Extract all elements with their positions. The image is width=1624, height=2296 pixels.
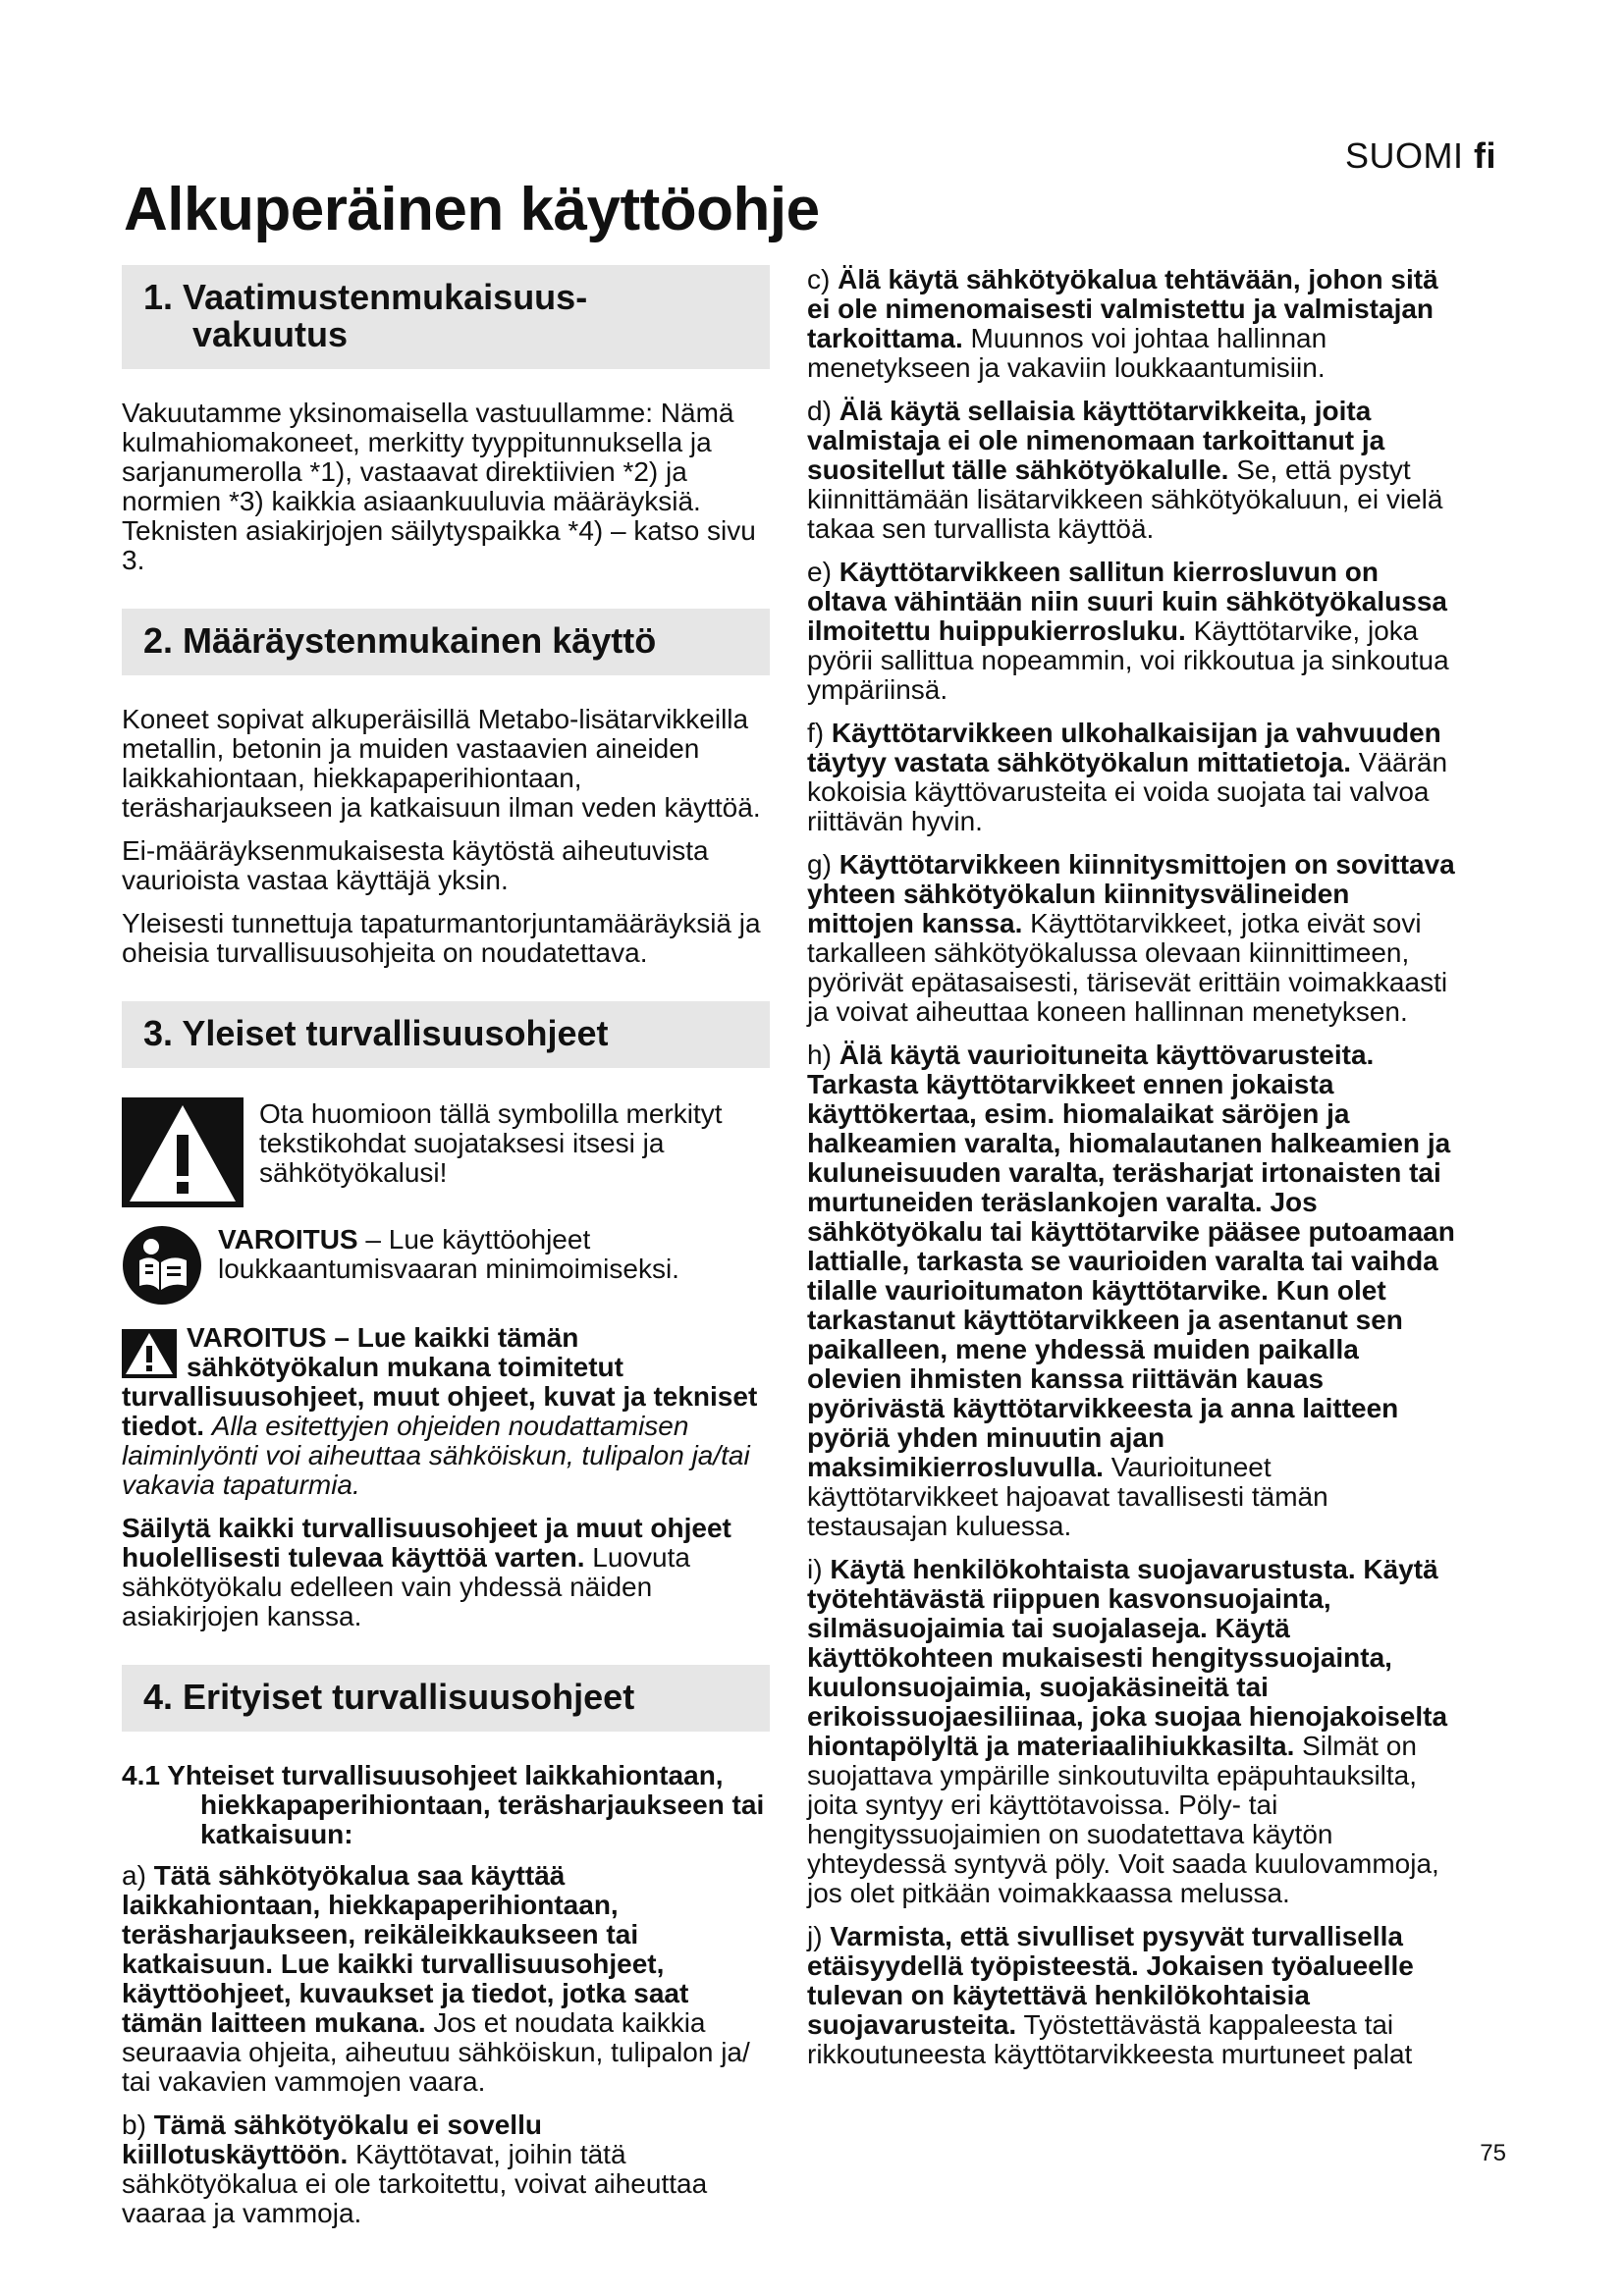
item-f-label: f) [807, 718, 832, 748]
item-f-bold: Käyttötarvikkeen ulkohalkaisijan ja vahvuuden täytyy vastata sähkötyökalun mittatietoja. [807, 718, 1441, 777]
item-e-bold: Käyttötarvikkeen sallitun kierrosluvun on oltava vähintään niin suuri kuin sähkötyökalussa ilmoitettu huippukierrosluku. [807, 557, 1447, 646]
section-4-heading [122, 1665, 770, 1732]
language-code: fi [1474, 135, 1496, 176]
item-i-label: i) [807, 1554, 831, 1584]
item-c-label: c) [807, 264, 839, 294]
item-e-label: e) [807, 557, 839, 587]
item-a [122, 1861, 770, 2097]
item-i [807, 1555, 1455, 1908]
read-manual-warning-label: VAROITUS [218, 1224, 358, 1255]
item-g-text: Käyttötarvikkeet, jotka eivät sovi tarkalleen sähkötyökalussa olevaan kiinnittimeen, pyörivät epätasaisesti, tärisevät erittäin voimakkaasti ja voivat aiheuttaa koneen hallinnan menetyksen. [807, 908, 1448, 1027]
section-4-title: Erityiset turvallisuusohjeet [183, 1677, 635, 1717]
item-j-bold: Varmista, että sivulliset pysyvät turvallisella etäisyydellä työpisteestä. Jokaisen työalueelle tulevan on käytettävä henkilökohtaisia suojavarusteita. [807, 1921, 1414, 2040]
item-d-label: d) [807, 396, 839, 426]
item-c-bold: Älä käytä sähkötyökalua tehtävään, johon sitä ei ole nimenomaisesti valmistettu ja valmistajan tarkoittama. [807, 264, 1438, 353]
section-2-paragraph-3: Yleisesti tunnettuja tapaturmantorjuntamääräyksiä ja oheisia turvallisuusohjeita on noudatettava. [122, 908, 761, 968]
section-3-title: Yleiset turvallisuusohjeet [182, 1013, 609, 1053]
general-warning-bold: VAROITUS – Lue kaikki tämän sähkötyökalun mukana toimitetut turvallisuusohjeet, muut ohjeet, kuvat ja tekniset tiedot. [122, 1322, 758, 1441]
general-warning-paragraph [122, 1323, 770, 1500]
item-b [122, 2110, 770, 2228]
section-1-text: Vakuutamme yksinomaisella vastuullamme: Nämä kulmahiomakoneet, merkitty tyyppitunnuksella ja sarjanumerolla *1), vastaavat direktiivien *2) ja normien *3) kaikkia asiaankuuluvia määräyksiä. Teknisten asiakirjojen säilytyspaikka *4) – katso sivu 3. [122, 398, 756, 575]
section-2-title: Määräystenmukainen käyttö [183, 620, 657, 661]
item-d-text: Se, että pystyt kiinnittämään lisätarvikkeen sähkötyökaluun, ei vielä takaa sen turvallista käyttöä. [807, 454, 1443, 544]
section-4-number: 4. [143, 1677, 174, 1717]
section-2-paragraph-2: Ei-määräyksenmukaisesta käytöstä aiheutuvista vaurioista vastaa käyttäjä yksin. [122, 835, 709, 895]
item-g-label: g) [807, 849, 839, 880]
item-h-label: h) [807, 1040, 839, 1070]
read-manual-text [218, 1225, 770, 1284]
item-a-text: Jos et noudata kaikkia seuraavia ohjeita, aiheutuu sähköiskun, tulipalon ja/ tai vakavien vammojen vaara. [122, 2007, 750, 2097]
item-c-text: Muunnos voi johtaa hallinnan menetykseen ja vakaviin loukkaantumisiin. [807, 323, 1327, 383]
section-1-title-b: vakuutus [192, 314, 349, 354]
section-2-paragraph-1: Koneet sopivat alkuperäisillä Metabo-lisätarvikkeilla metallin, betonin ja muiden vastaavien aineiden laikkahiontaan, hiekkapaperihiontaan, teräsharjaukseen ja katkaisuun ilman veden käyttöä. [122, 704, 761, 823]
section-4-1-subtitle: 4.1 Yhteiset turvallisuusohjeet laikkahiontaan, hiekkapaperihiontaan, teräsharjaukseen tai katkaisuun: [122, 1760, 765, 1849]
keep-instructions-bold: Säilytä kaikki turvallisuusohjeet ja muut ohjeet huolellisesti tulevaa käyttöä varten. [122, 1513, 731, 1573]
section-3-heading [122, 1001, 770, 1068]
item-f [807, 719, 1455, 836]
page-title: Alkuperäinen käyttöohje [124, 176, 820, 243]
item-a-bold: Tätä sähkötyökalua saa käyttää laikkahiontaan, hiekkapaperihiontaan, teräsharjaukseen, reikäleikkaukseen tai katkaisuun. Lue kaikki turvallisuusohjeet, käyttöohjeet, kuvaukset ja tiedot, jotka saat tämän laitteen mukana. [122, 1860, 689, 2038]
read-manual-icon [122, 1225, 202, 1306]
language-label [1345, 135, 1496, 177]
item-h-bold: Älä käytä vaurioituneita käyttövarusteita. Tarkasta käyttötarvikkeet ennen jokaista käyttökertaa, esim. hiomalaikat säröjen ja halkeamien varalta, hiomalautanen halkeamien ja kuluneisuuden varalta, teräsharjat irtonaisten tai murtuneiden teräslankojen varalta. Jos sähkötyökalu tai käyttötarvike pääsee putoamaan lattialle, tarkasta se vaurioiden varalta tai vaihda tilalle vaurioitumaton käyttötarvike. Kun olet tarkastanut käyttötarvikkeen ja asentanut sen paikalleen, mene yhdessä muiden paikalla olevien ihmisten kanssa riittävän kauas pyörivästä käyttötarvikkeesta ja anna laitteen pyöriä yhden minuutin ajan maksimikierrosluvulla. [807, 1040, 1455, 1482]
warning-symbol-text: Ota huomioon tällä symbolilla merkityt tekstikohdat suojataksesi itsesi ja sähkötyökalusi! [259, 1098, 723, 1188]
item-d-bold: Älä käytä sellaisia käyttötarvikkeita, joita valmistaja ei ole nimenomaan tarkoittanut ja suositellut tälle sähkötyökalulle. [807, 396, 1385, 485]
warning-small-icon [122, 1329, 177, 1378]
item-j [807, 1922, 1455, 2069]
language-name: SUOMI [1344, 135, 1464, 176]
section-2-heading [122, 609, 770, 675]
item-f-text: Väärän kokoisia käyttövarusteita ei voida suojata tai valvoa riittävän hyvin. [807, 747, 1448, 836]
right-column [807, 265, 1455, 2083]
item-h [807, 1041, 1455, 1541]
item-e-text: Käyttötarvike, joka pyörii sallittua nopeammin, voi rikkoutua ja sinkoutua ympäriinsä. [807, 615, 1449, 705]
item-j-text: Työstettävästä kappaleesta tai rikkoutuneesta käyttötarvikkeesta murtuneet palat [807, 2009, 1413, 2069]
item-h-text: Vaurioituneet käyttötarvikkeet hajoavat tavallisesti tämän testausajan kuluessa. [807, 1452, 1328, 1541]
read-manual-warning-body: – Lue käyttöohjeet loukkaantumisvaaran minimoimiseksi. [218, 1224, 679, 1284]
section-3-number: 3. [143, 1013, 174, 1053]
item-b-bold: Tämä sähkötyökalu ei sovellu kiillotuskäyttöön. [122, 2109, 542, 2169]
item-i-text: Silmät on suojattava ympärille sinkoutuvilta epäpuhtauksilta, joita syntyy eri käyttötavoissa. Pöly- tai hengityssuojaimien on suodatettava käytön yhteydessä syntyvä pöly. Voit saada kuulovammoja, jos olet pitkään voimakkaassa melussa. [807, 1731, 1439, 1908]
item-c [807, 265, 1455, 383]
section-1-number: 1. [143, 277, 174, 317]
left-column [122, 265, 770, 2242]
page-number: 75 [1480, 2140, 1506, 2166]
item-i-bold: Käytä henkilökohtaista suojavarustusta. Käytä työtehtävästä riippuen kasvonsuojainta, silmäsuojaimia tai suojalaseja. Käytä käyttökohteen mukaisesti hengityssuojainta, kuulonsuojaimia, suojakäsineitä tai erikoissuojaesiliinaa, joka suojaa hienojakoiselta hiontapölyltä ja materiaalihiukkasilta. [807, 1554, 1448, 1761]
read-manual-row [122, 1225, 770, 1306]
item-j-label: j) [807, 1921, 831, 1951]
warning-symbol-row [122, 1097, 770, 1207]
section-2-number: 2. [143, 620, 174, 661]
item-b-label: b) [122, 2109, 154, 2140]
item-g [807, 850, 1455, 1027]
item-a-label: a) [122, 1860, 154, 1891]
general-warning-italic: Alla esitettyjen ohjeiden noudattamisen laiminlyönti voi aiheuttaa sähköiskun, tulipalon ja/tai vakavia tapaturmia. [122, 1411, 750, 1500]
item-b-text: Käyttötavat, joihin tätä sähkötyökalua ei ole tarkoitettu, voivat aiheuttaa vaaraa ja vammoja. [122, 2139, 708, 2228]
item-e [807, 558, 1455, 705]
warning-triangle-icon [122, 1097, 244, 1207]
keep-instructions-text: Luovuta sähkötyökalu edelleen vain yhdessä näiden asiakirjojen kanssa. [122, 1542, 690, 1631]
item-d [807, 397, 1455, 544]
section-1-heading [122, 265, 770, 369]
keep-instructions-paragraph [122, 1514, 770, 1631]
item-g-bold: Käyttötarvikkeen kiinnitysmittojen on sovittava yhteen sähkötyökalun kiinnitysvälineiden mittojen kanssa. [807, 849, 1455, 938]
section-1-title-a: Vaatimustenmukaisuus- [183, 277, 588, 317]
